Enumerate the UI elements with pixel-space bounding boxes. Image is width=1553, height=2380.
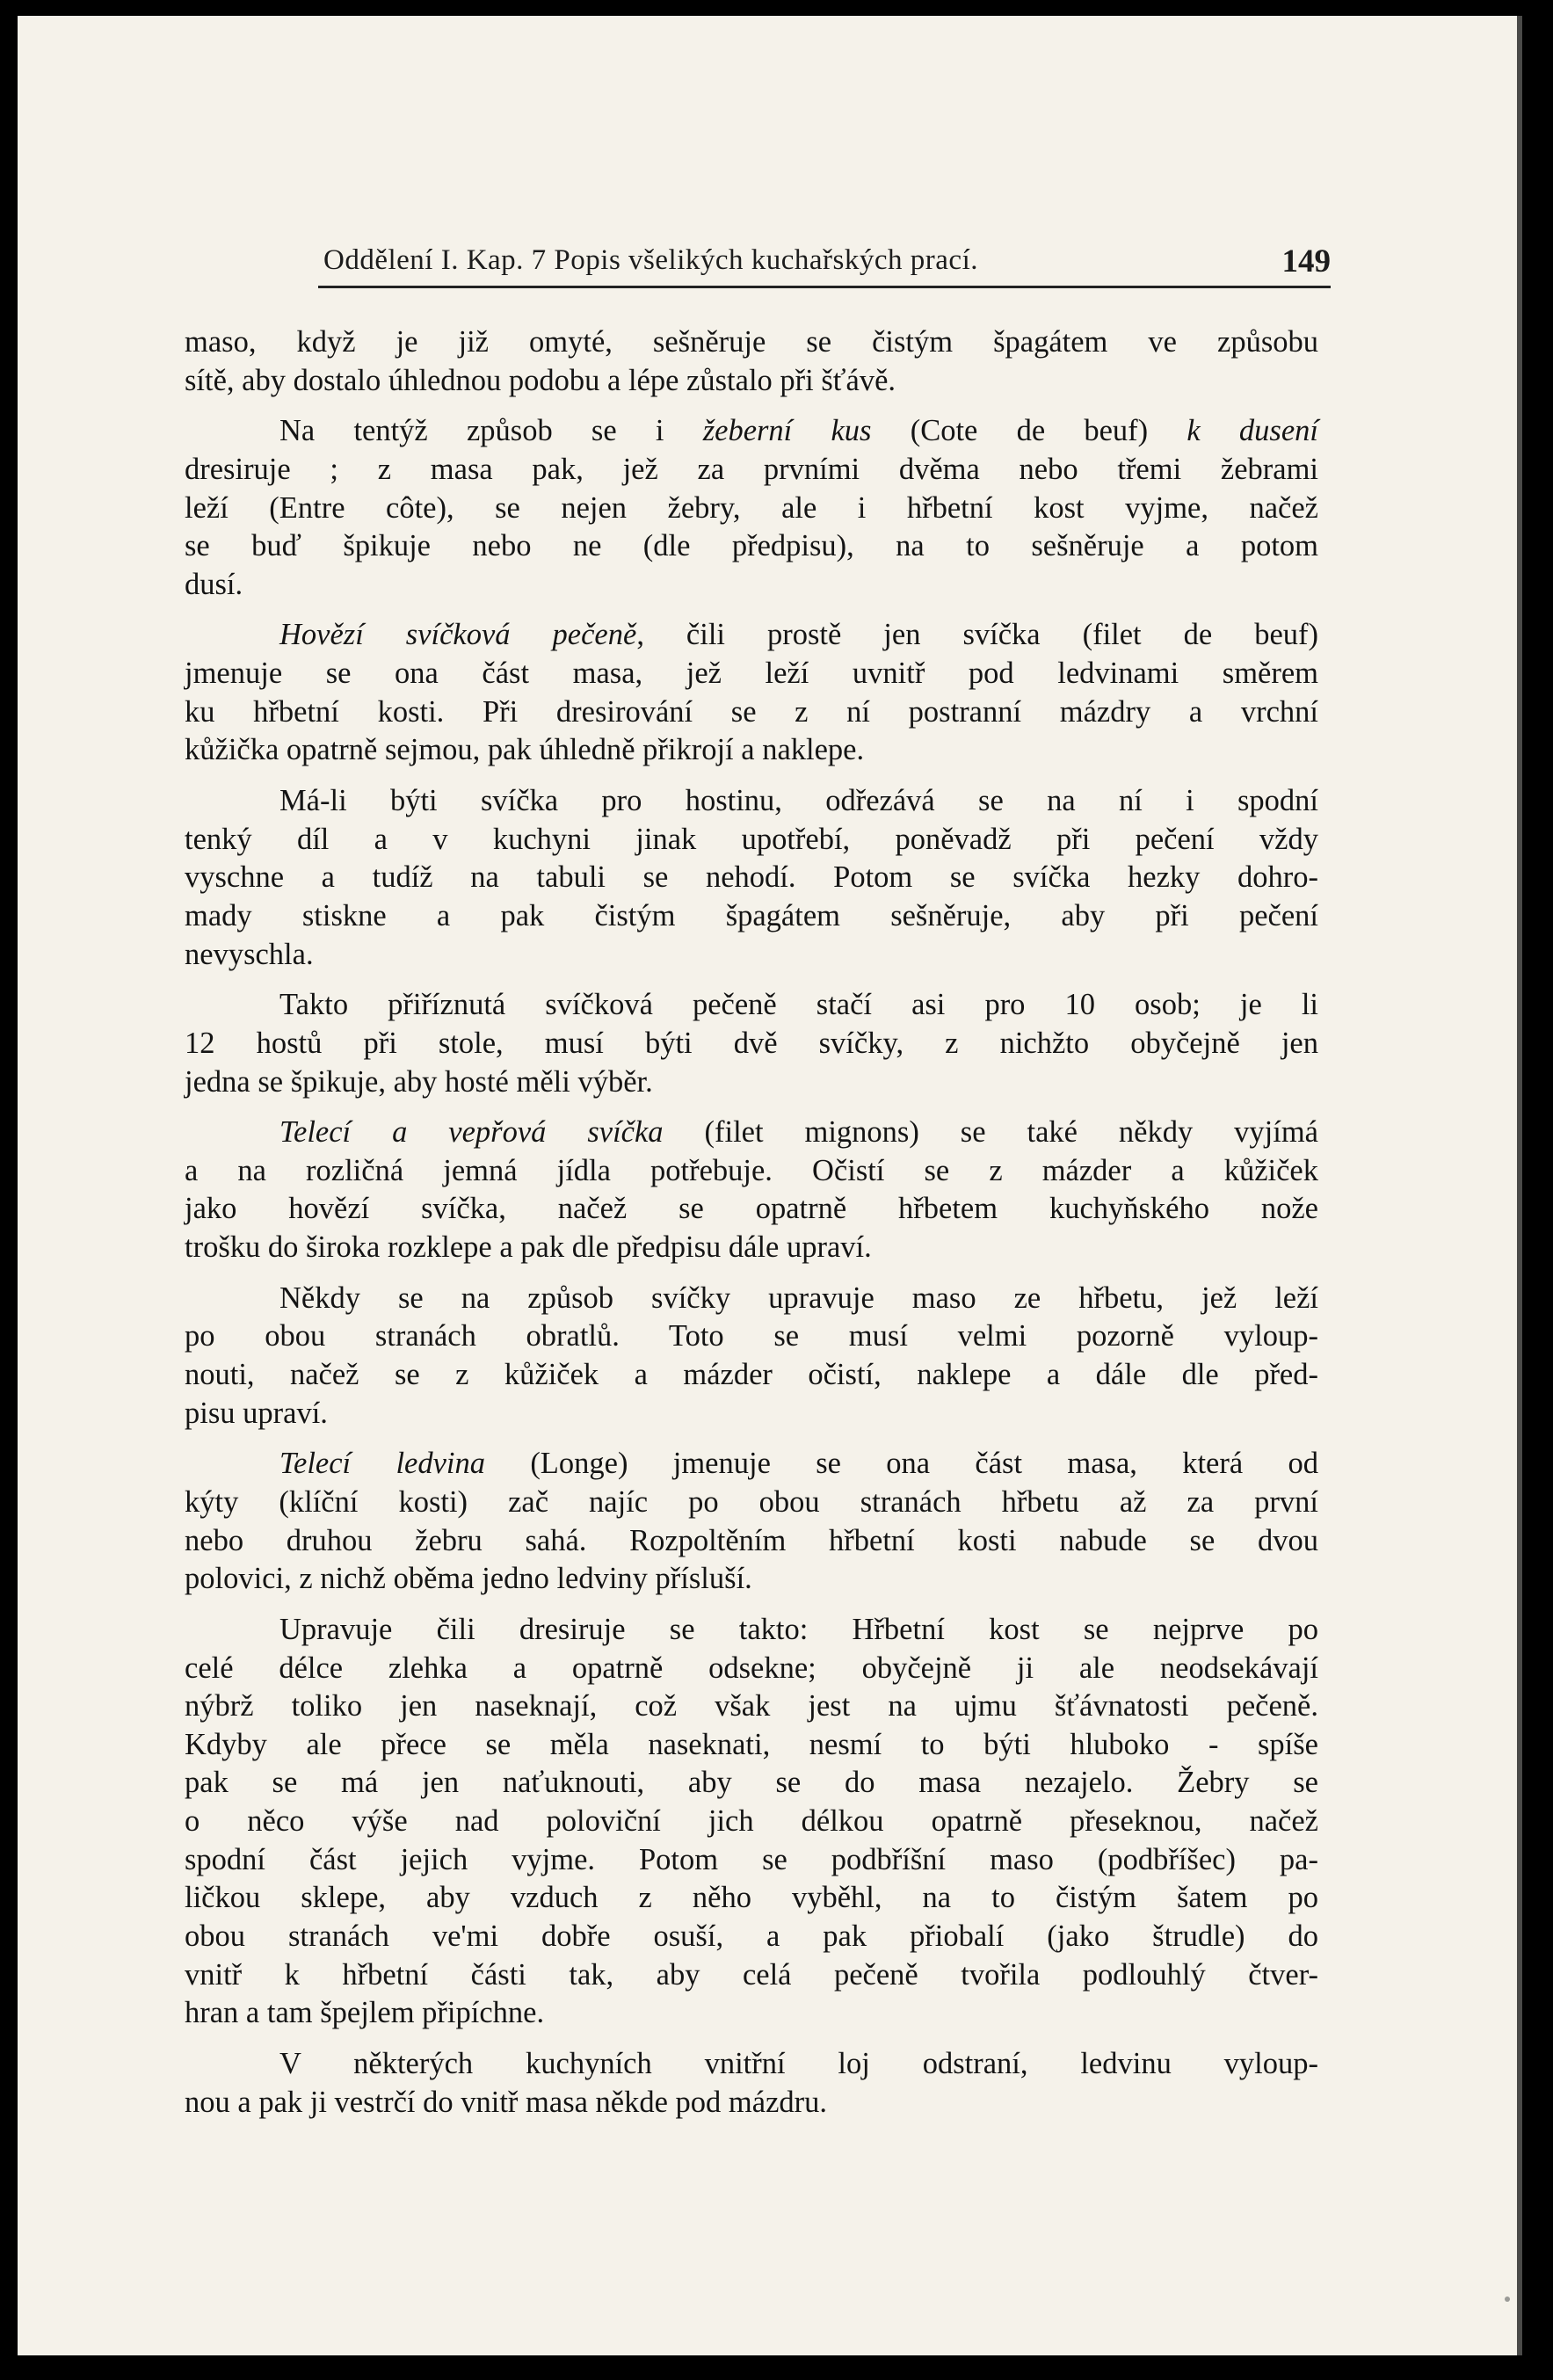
italic-term: k dusení — [1187, 414, 1318, 448]
text-line — [185, 1025, 1318, 1063]
text-line — [185, 1152, 1318, 1191]
paragraph — [185, 1611, 1318, 2033]
paragraph — [185, 1280, 1318, 1433]
text-segment: V některých kuchyních vnitřní loj odstraní, ledvinu vyloup- — [279, 2046, 1318, 2080]
text-segment: (Longe) jmenuje se ona část masa, která od — [485, 1447, 1318, 1481]
text-segment: nevyschla. — [185, 937, 314, 971]
running-header — [318, 239, 1331, 288]
paragraph — [185, 616, 1318, 770]
text-line — [185, 1395, 1318, 1433]
paragraph — [185, 1114, 1318, 1267]
text-line — [185, 323, 1318, 362]
text-segment: celé délce zlehka a opatrně odsekne; obyčejně ji ale neodsekávají — [185, 1651, 1318, 1685]
text-segment: dresiruje ; z masa pak, jež za prvními dvěma nebo třemi žebrami — [185, 452, 1318, 486]
header-rule — [318, 286, 1331, 288]
paragraph — [185, 1445, 1318, 1599]
text-segment: tenký díl a v kuchyni jinak upotřebí, poněvadž při pečení vždy — [185, 822, 1318, 856]
text-segment: obou stranách ve'mi dobře osuší, a pak přiobalí (jako štrudle) do — [185, 1919, 1318, 1953]
text-line — [185, 1726, 1318, 1765]
text-line — [185, 362, 1318, 401]
text-segment: vnitř k hřbetní části tak, aby celá pečeně tvořila podlouhlý čtver- — [185, 1957, 1318, 1992]
paragraph-gap — [185, 1599, 1318, 1611]
text-segment: se buď špikuje nebo ne (dle předpisu), na to sešněruje a potom — [185, 529, 1318, 563]
text-segment: jako hovězí svíčka, načež se opatrně hřbetem kuchyňského nože — [185, 1192, 1318, 1226]
text-segment: 12 hostů při stole, musí býti dvě svíčky, z nichžto obyčejně jen — [185, 1026, 1318, 1060]
text-line — [185, 1356, 1318, 1395]
paragraph-gap — [185, 2033, 1318, 2045]
paragraph-gap — [185, 1433, 1318, 1445]
text-segment: o něco výše nad poloviční jich délkou opatrně přeseknou, načež — [185, 1804, 1318, 1839]
paragraph — [185, 2045, 1318, 2122]
text-line — [185, 412, 1318, 451]
text-segment: leží (Entre côte), se nejen žebry, ale i hřbetní kost vyjme, načež — [185, 490, 1318, 525]
text-segment: nebo druhou žebru sahá. Rozpoltěním hřbetní kosti nabude se dvou — [185, 1523, 1318, 1557]
text-segment: hran a tam špejlem připíchne. — [185, 1996, 545, 2030]
text-line — [185, 1484, 1318, 1522]
text-line — [185, 693, 1318, 732]
book-page — [18, 16, 1522, 2355]
text-line — [185, 1317, 1318, 1356]
text-line — [185, 1841, 1318, 1880]
italic-term: Telecí a vepřová svíčka — [279, 1115, 664, 1150]
text-segment: dusí. — [185, 567, 243, 601]
text-segment: kůžička opatrně sejmou, pak úhledně přikrojí a naklepe. — [185, 733, 865, 767]
text-segment: (Cote de beuf) — [871, 414, 1187, 448]
text-segment: Kdyby ale přece se měla naseknati, nesmí to býti hluboko - spíše — [185, 1727, 1318, 1761]
italic-term: Telecí ledvina — [279, 1447, 485, 1481]
paragraph-gap — [185, 770, 1318, 782]
text-line — [185, 1229, 1318, 1267]
text-segment: trošku do široka rozklepe a pak dle předpisu dále upraví. — [185, 1230, 872, 1265]
text-segment: maso, když je již omyté, sešněruje se čistým špagátem ve způsobu — [185, 325, 1318, 359]
text-segment: Někdy se na způsob svíčky upravuje maso ze hřbetu, jež leží — [279, 1281, 1318, 1315]
paragraph-gap — [185, 400, 1318, 412]
text-segment: mady stiskne a pak čistým špagátem sešněruje, aby při pečení — [185, 898, 1318, 932]
text-line — [185, 986, 1318, 1025]
text-segment: Upravuje čili dresiruje se takto: Hřbetní kost se nejprve po — [279, 1612, 1318, 1646]
paragraph — [185, 782, 1318, 974]
paragraph — [185, 986, 1318, 1101]
paragraph — [185, 323, 1318, 400]
text-line — [185, 451, 1318, 490]
text-segment: ku hřbetní kosti. Při dresirování se z ní postranní mázdry a vrchní — [185, 694, 1318, 729]
text-segment: Na tentýž způsob se i — [279, 414, 703, 448]
text-segment: jedna se špikuje, aby hosté měli výběr. — [185, 1064, 653, 1099]
text-line — [185, 1650, 1318, 1688]
paragraph-gap — [185, 1101, 1318, 1114]
text-segment: Má-li býti svíčka pro hostinu, odřezává se na ní i spodní — [279, 784, 1318, 818]
text-segment: kýty (klíční kosti) zač najíc po obou stranách hřbetu až za první — [185, 1484, 1318, 1519]
text-line — [185, 1445, 1318, 1484]
text-line — [185, 731, 1318, 770]
text-line — [185, 1114, 1318, 1152]
paragraph-gap — [185, 604, 1318, 616]
text-line — [185, 2045, 1318, 2084]
text-line — [185, 490, 1318, 528]
text-segment: po obou stranách obratlů. Toto se musí velmi pozorně vyloup- — [185, 1319, 1318, 1353]
paragraph — [185, 412, 1318, 604]
text-segment: vyschne a tudíž na tabuli se nehodí. Potom se svíčka hezky dohro- — [185, 860, 1318, 895]
text-line — [185, 859, 1318, 897]
italic-term: žeberní kus — [702, 414, 872, 448]
text-line — [185, 821, 1318, 860]
text-line — [185, 1803, 1318, 1841]
text-line — [185, 1611, 1318, 1650]
text-segment: pak se má jen naťuknouti, aby se do masa nezajelo. Žebry se — [185, 1766, 1318, 1800]
text-segment: a na rozličná jemná jídla potřebuje. Očistí se z mázder a kůžiček — [185, 1153, 1318, 1187]
page-number: 149 — [1281, 243, 1331, 279]
text-line — [185, 1063, 1318, 1102]
text-line — [185, 1994, 1318, 2033]
text-line — [185, 655, 1318, 693]
text-line — [185, 1956, 1318, 1995]
text-line — [185, 566, 1318, 605]
text-segment: spodní část jejich vyjme. Potom se podbříšní maso (podbříšec) pa- — [185, 1842, 1318, 1876]
text-line — [185, 1522, 1318, 1561]
text-line — [185, 2084, 1318, 2122]
text-line — [185, 1280, 1318, 1318]
paragraph-gap — [185, 1267, 1318, 1280]
text-segment: Takto přiříznutá svíčková pečeně stačí asi pro 10 osob; je li — [279, 988, 1318, 1022]
text-segment: ličkou sklepe, aby vzduch z něho vyběhl, na to čistým šatem po — [185, 1881, 1318, 1915]
text-line — [185, 1879, 1318, 1918]
text-line — [185, 897, 1318, 936]
text-segment: sítě, aby dostalo úhlednou podobu a lépe zůstalo při šťávě. — [185, 363, 896, 397]
text-line — [185, 1560, 1318, 1599]
text-line — [185, 1687, 1318, 1726]
text-line — [185, 527, 1318, 566]
text-segment: pisu upraví. — [185, 1396, 328, 1430]
paragraph-gap — [185, 974, 1318, 986]
text-segment: polovici, z nichž oběma jedno ledviny přísluší. — [185, 1562, 752, 1596]
text-line — [185, 936, 1318, 975]
running-header-text: Oddělení I. Kap. 7 Popis všelikých kuchařských prací. — [323, 244, 978, 276]
print-speck — [1505, 2297, 1510, 2302]
text-segment: (filet mignons) se také někdy vyjímá — [663, 1115, 1318, 1150]
text-line — [185, 1918, 1318, 1956]
text-line — [185, 616, 1318, 655]
body-text — [185, 323, 1318, 2122]
text-line — [185, 1190, 1318, 1229]
text-segment: nouti, načež se z kůžiček a mázder očistí, naklepe a dále dle před- — [185, 1358, 1318, 1392]
text-segment: jmenuje se ona část masa, jež leží uvnitř pod ledvinami směrem — [185, 657, 1318, 691]
text-segment: nýbrž toliko jen naseknají, což však jest na ujmu šťávnatosti pečeně. — [185, 1689, 1318, 1723]
text-line — [185, 1764, 1318, 1803]
italic-term: Hovězí svíčková pečeně — [279, 618, 637, 652]
text-segment: nou a pak ji vestrčí do vnitř masa někde pod mázdru. — [185, 2085, 828, 2119]
text-segment: , čili prostě jen svíčka (filet de beuf) — [636, 618, 1318, 652]
text-line — [185, 782, 1318, 821]
